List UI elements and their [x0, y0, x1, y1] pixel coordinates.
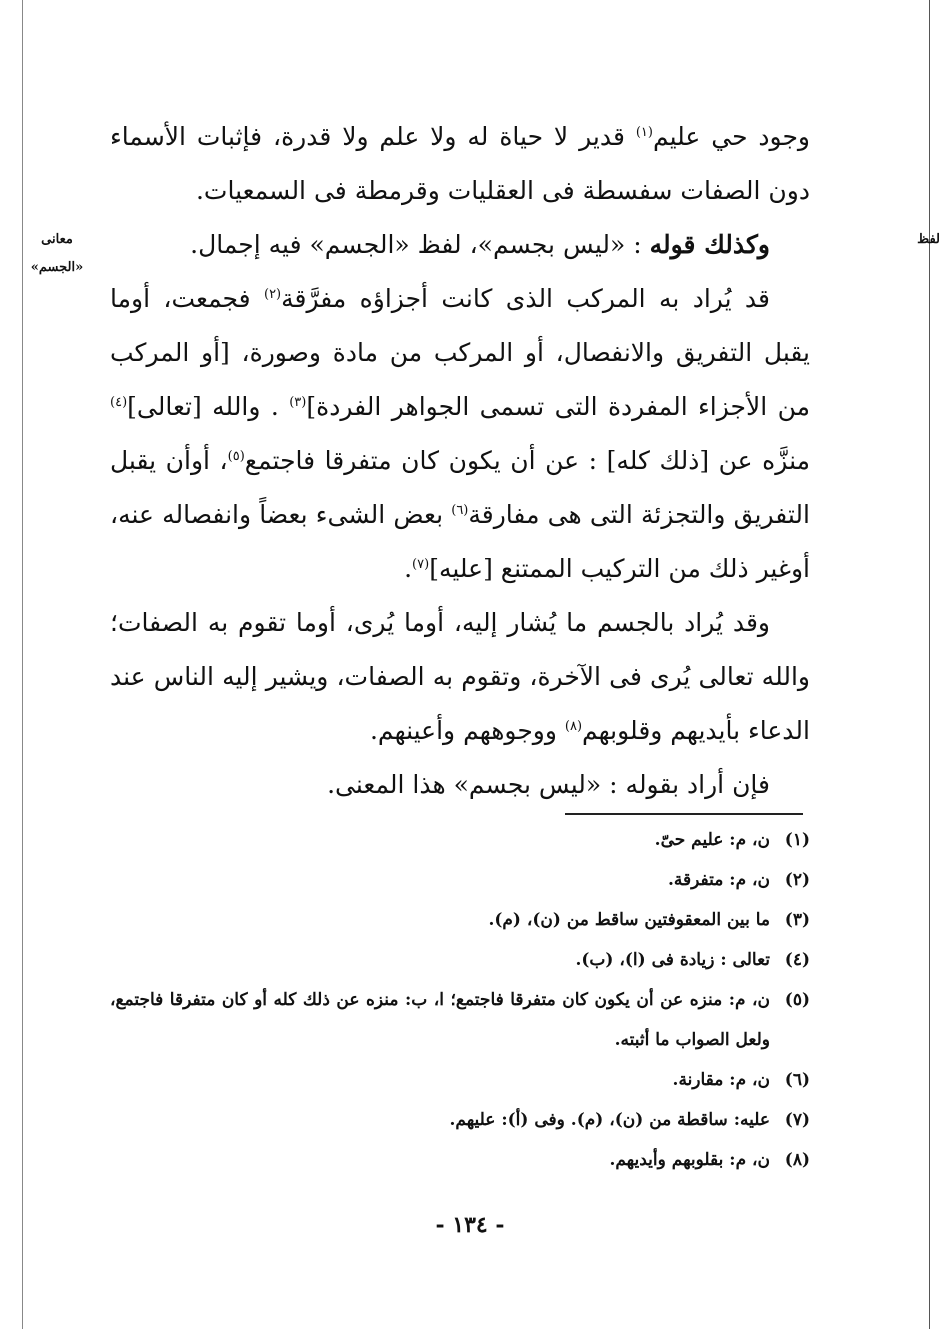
- footnote-text: تعالى : زيادة فى (ا)، (ب).: [575, 950, 770, 970]
- page-edge-left: [22, 0, 23, 1329]
- p3-b: فجمعت، أوما يقبل التفريق والانفصال، أو المركب من مادة وصورة، [أو المركب من الأجزاء المفردة التى تسمى الجواهر الفردة]: [110, 284, 811, 421]
- footnote-ref-4: (٤): [110, 395, 128, 410]
- paragraph-4: [110, 596, 810, 758]
- p3-f: بعض الشىء بعضاً وانفصاله عنه، أوغير ذلك من التركيب الممتنع [عليه]: [110, 500, 810, 583]
- page-edge-right: [929, 0, 930, 1329]
- p2-bold: وكذلك قوله: [649, 230, 770, 259]
- margin-note-line-1: معانى: [41, 232, 73, 247]
- p3-g: .: [404, 554, 413, 583]
- footnote-number: (٦): [784, 1070, 810, 1090]
- footnote-number: (٤): [784, 950, 810, 970]
- page-number: - ١٣٤ -: [435, 1212, 505, 1238]
- p3-c: . والله [تعالى]: [127, 392, 290, 421]
- footnote-text: ن، م: مقارنة.: [672, 1070, 770, 1090]
- footnote-text: ما بين المعقوفتين ساقط من (ن)، (م).: [488, 910, 770, 930]
- p3-a: قد يُراد به المركب الذى كانت أجزاؤه مفرَّقة: [281, 284, 770, 313]
- footnote-text: ن، م: متفرقة.: [668, 870, 770, 890]
- footnotes: [110, 820, 810, 1180]
- footnote-ref-6: (٦): [451, 503, 469, 518]
- margin-note-cut: لفظ: [917, 232, 940, 247]
- p2-rest: : «ليس بجسم»، لفظ «الجسم» فيه إجمال.: [190, 230, 650, 259]
- footnote-4: [110, 940, 810, 980]
- footnote-ref-8: (٨): [564, 719, 583, 734]
- footnote-ref-5: (٥): [227, 449, 245, 464]
- footnote-number: (٢): [784, 870, 810, 890]
- footnote-ref-2: (٢): [263, 287, 282, 302]
- footnote-number: (٣): [784, 910, 810, 930]
- footnote-ref-1: (١): [635, 125, 653, 140]
- paragraph-3: [110, 272, 810, 596]
- footnote-text: ن، م: بقلوبهم وأيديهم.: [609, 1150, 770, 1170]
- footnote-ref-3: (٣): [289, 395, 307, 410]
- footnote-2: [110, 860, 810, 900]
- paragraph-1: [110, 110, 810, 218]
- footnote-3: [110, 900, 810, 940]
- footnote-number: (١): [784, 830, 810, 850]
- p1-text: وجود حي عليم: [652, 122, 810, 151]
- paragraph-5: فإن أراد بقوله : «ليس بجسم» هذا المعنى.: [327, 770, 770, 799]
- footnote-ref-7: (٧): [412, 557, 430, 572]
- p3-e: ، أوأن يقبل التفريق والتجزئة التى هى مفارقة: [110, 446, 810, 529]
- footnote-8: [110, 1140, 810, 1180]
- p3-d: منزَّه عن [ذلك كله] : عن أن يكون كان متفرقا فاجتمع: [244, 446, 811, 475]
- footnote-divider: [565, 813, 803, 815]
- footnote-number: (٨): [784, 1150, 810, 1170]
- main-text: [110, 110, 810, 812]
- footnote-6: [110, 1060, 810, 1100]
- margin-note-line-2: «الجسم»: [30, 260, 84, 275]
- footnote-number: (٥): [784, 990, 810, 1010]
- p4-a: وقد يُراد بالجسم ما يُشار إليه، أوما يُرى، أوما تقوم به الصفات؛ والله تعالى يُرى فى الآخرة، وتقوم به الصفات، ويشير إليه الناس عند الدعاء بأيديهم وقلوبهم: [110, 608, 810, 745]
- footnote-text: ن، م: عليم حىّ.: [654, 830, 770, 850]
- p1-rest: قدير لا حياة له ولا علم ولا قدرة، فإثبات الأسماء دون الصفات سفسطة فى العقليات وقرمطة فى السمعيات.: [110, 122, 810, 205]
- footnote-number: (٧): [784, 1110, 810, 1130]
- footnote-text: ن، م: منزه عن أن يكون كان متفرقا فاجتمع؛ ا، ب: منزه عن ذلك كله أو كان متفرقا فاجتمع، ولعل الصواب ما أثبته.: [110, 990, 770, 1050]
- footnote-1: [110, 820, 810, 860]
- p4-b: ووجوههم وأعينهم.: [369, 716, 565, 745]
- footnote-5: [110, 980, 810, 1060]
- paragraph-2: [110, 218, 810, 272]
- margin-note: [22, 226, 92, 282]
- footnote-text: عليه: ساقطة من (ن)، (م). وفى (أ): عليهم.: [449, 1110, 770, 1130]
- footnote-7: [110, 1100, 810, 1140]
